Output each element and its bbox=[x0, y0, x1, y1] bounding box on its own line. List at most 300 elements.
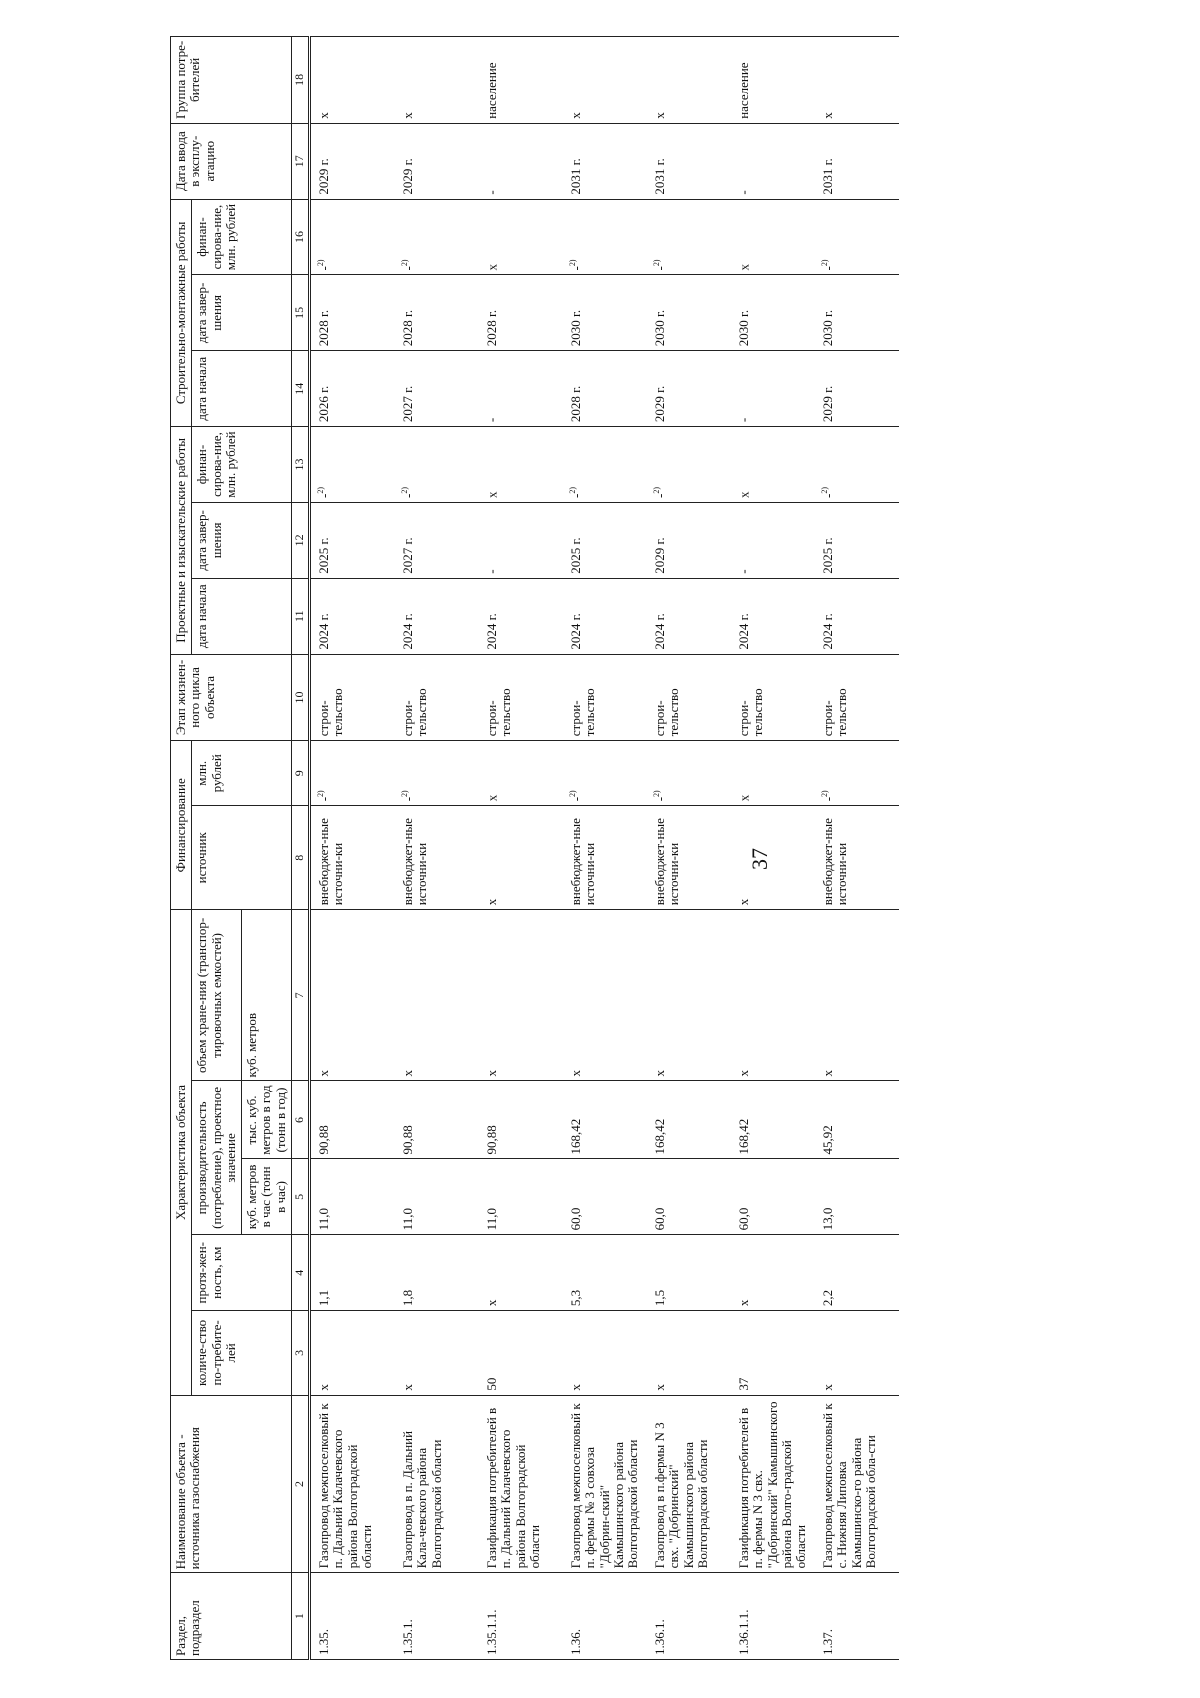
table-cell-c6 bbox=[479, 1081, 563, 1159]
gas-objects-table bbox=[170, 36, 899, 1660]
cell-text: - bbox=[316, 796, 332, 802]
cell-text: 2024 г. bbox=[652, 613, 668, 650]
col-num: 9 bbox=[292, 741, 310, 806]
table-cell-c8 bbox=[731, 806, 815, 910]
table-cell-c6 bbox=[395, 1081, 479, 1159]
cell-text: 1.35. bbox=[316, 1629, 332, 1655]
cell-text: строи-тельство bbox=[484, 688, 514, 737]
table-cell-c18 bbox=[731, 37, 815, 124]
header-fin-amount: млн. рублей bbox=[192, 741, 292, 806]
table-cell-c1 bbox=[395, 1573, 479, 1660]
table-cell-c14 bbox=[310, 351, 396, 427]
cell-text: 2024 г. bbox=[316, 613, 332, 650]
table-body bbox=[310, 37, 900, 1660]
cell-text: - bbox=[568, 796, 584, 802]
cell-text: 2031 г. bbox=[568, 158, 584, 195]
header-section: Раздел, подраздел bbox=[171, 1573, 292, 1660]
footnote-mark: 2) bbox=[568, 259, 578, 267]
table-cell-c11 bbox=[647, 578, 731, 654]
table-cell-c9 bbox=[310, 741, 396, 806]
cell-text: 1,5 bbox=[652, 1289, 668, 1307]
table-cell-c12 bbox=[395, 502, 479, 578]
table-cell-c13 bbox=[310, 427, 396, 503]
table-row bbox=[815, 37, 899, 1660]
cell-text: - bbox=[316, 266, 332, 271]
header-consumer-group: Группа потре-бителей bbox=[171, 37, 292, 124]
footnote-mark: 2) bbox=[820, 486, 830, 494]
table-cell-c2 bbox=[479, 1395, 563, 1573]
table-cell-c14 bbox=[647, 351, 731, 427]
table-row bbox=[479, 37, 563, 1660]
header-storage-unit: куб. метров bbox=[242, 910, 292, 1081]
table-cell-c11 bbox=[815, 578, 899, 654]
cell-text: 2025 г. bbox=[820, 537, 836, 574]
cell-text: 1.35.1. bbox=[400, 1619, 416, 1655]
table-cell-c3 bbox=[310, 1311, 396, 1396]
cell-text: строи-тельство bbox=[316, 688, 346, 737]
table-cell-c17 bbox=[310, 123, 396, 199]
cell-text: - bbox=[484, 190, 500, 195]
col-num: 8 bbox=[292, 806, 310, 910]
cell-text: х bbox=[484, 1070, 500, 1077]
table-cell-c13 bbox=[395, 427, 479, 503]
header-capacity-hourly: куб. метров в час (тонн в час) bbox=[242, 1159, 292, 1235]
cell-text: - bbox=[484, 569, 500, 574]
cell-text: население bbox=[736, 62, 752, 119]
table-cell-c13 bbox=[731, 427, 815, 503]
table-cell-c3 bbox=[647, 1311, 731, 1396]
table-cell-c11 bbox=[395, 578, 479, 654]
cell-text: строи-тельство bbox=[568, 688, 598, 737]
cell-text: - bbox=[652, 266, 668, 271]
cell-text: Газификация потребителей в п. Дальний Калачевского района Волгоградской области bbox=[484, 1407, 542, 1569]
col-num: 13 bbox=[292, 427, 310, 503]
cell-text: 45,92 bbox=[820, 1125, 836, 1155]
table-cell-c4 bbox=[647, 1235, 731, 1311]
footnote-mark: 2) bbox=[652, 790, 662, 797]
header-pir-financing: финан-сирова-ние, млн. рублей bbox=[192, 427, 292, 503]
cell-text: 60,0 bbox=[568, 1207, 584, 1231]
table-cell-c6 bbox=[731, 1081, 815, 1159]
table-cell-c9 bbox=[815, 741, 899, 806]
cell-text: Газопровод межпоселковый к с. Нижняя Липовка Камышинско-го района Волгоградской обла-сти bbox=[820, 1403, 878, 1569]
table-cell-c18 bbox=[310, 37, 396, 124]
table-cell-c4 bbox=[731, 1235, 815, 1311]
table-cell-c13 bbox=[647, 427, 731, 503]
table-cell-c15 bbox=[310, 275, 396, 351]
table-cell-c15 bbox=[563, 275, 647, 351]
table-cell-c10 bbox=[395, 654, 479, 741]
cell-text: строи-тельство bbox=[736, 688, 766, 737]
cell-text: 11,0 bbox=[484, 1208, 500, 1231]
table-cell-c8 bbox=[310, 806, 396, 910]
table-cell-c10 bbox=[479, 654, 563, 741]
cell-text: х bbox=[736, 898, 752, 906]
cell-text: х bbox=[400, 1384, 416, 1391]
table-cell-c12 bbox=[647, 502, 731, 578]
cell-text: 2028 г. bbox=[316, 309, 332, 347]
cell-text: х bbox=[316, 112, 332, 119]
cell-text: внебюджет-ные источни-ки bbox=[652, 818, 682, 906]
header-object-name: Наименование объекта - источника газоснабжения bbox=[171, 1395, 292, 1573]
cell-text: 2,2 bbox=[820, 1289, 836, 1307]
cell-text: Газификация потребителей в п. фермы N 3 свх. "Добринский" Камышинского района Волго-градской области bbox=[736, 1401, 809, 1569]
cell-text: внебюджет-ные источни-ки bbox=[820, 818, 850, 906]
page-number: 37 bbox=[747, 848, 772, 870]
cell-text: х bbox=[652, 112, 668, 119]
table-cell-c11 bbox=[310, 578, 396, 654]
table-cell-c4 bbox=[815, 1235, 899, 1311]
cell-text: х bbox=[484, 794, 500, 802]
table-cell-c5 bbox=[479, 1159, 563, 1235]
table-cell-c9 bbox=[647, 741, 731, 806]
table-cell-c17 bbox=[815, 123, 899, 199]
cell-text: 2028 г. bbox=[400, 309, 416, 347]
table-cell-c1 bbox=[479, 1573, 563, 1660]
table-cell-c8 bbox=[815, 806, 899, 910]
header-commissioning-date: Дата ввода в эксплу-атацию bbox=[171, 123, 292, 199]
cell-text: 2028 г. bbox=[568, 385, 584, 423]
header-smr-start: дата начала bbox=[192, 351, 292, 427]
table-cell-c2 bbox=[395, 1395, 479, 1573]
table-cell-c16 bbox=[731, 199, 815, 275]
table-cell-c7 bbox=[395, 910, 479, 1081]
cell-text: Газопровод межпоселковый к п. Дальний Калачевского района Волгоградской области bbox=[316, 1403, 374, 1569]
table-cell-c3 bbox=[563, 1311, 647, 1396]
table-cell-c7 bbox=[731, 910, 815, 1081]
cell-text: - bbox=[820, 266, 836, 271]
cell-text: Газопровод в п. Дальний Кала-чевского района Волгоградской области bbox=[400, 1430, 444, 1569]
header-design-survey: Проектные и изыскательские работы bbox=[171, 427, 192, 654]
cell-text: 2028 г. bbox=[484, 309, 500, 347]
cell-text: 13,0 bbox=[820, 1207, 836, 1231]
cell-text: - bbox=[316, 493, 332, 498]
table-cell-c2 bbox=[731, 1395, 815, 1573]
cell-text: строи-тельство bbox=[400, 688, 430, 737]
table-cell-c13 bbox=[563, 427, 647, 503]
rotated-table-container bbox=[170, 36, 1020, 1660]
table-row bbox=[310, 37, 396, 1660]
footnote-mark: 2) bbox=[316, 486, 326, 494]
cell-text: х bbox=[736, 794, 752, 802]
header-financing: Финансирование bbox=[171, 741, 192, 910]
table-cell-c7 bbox=[479, 910, 563, 1081]
col-num: 3 bbox=[292, 1311, 310, 1396]
table-cell-c5 bbox=[731, 1159, 815, 1235]
cell-text: 90,88 bbox=[400, 1125, 416, 1155]
table-cell-c9 bbox=[563, 741, 647, 806]
table-row bbox=[395, 37, 479, 1660]
header-smr-financing: финан-сирова-ние, млн. рублей bbox=[192, 199, 292, 275]
footnote-mark: 2) bbox=[400, 259, 410, 267]
table-cell-c16 bbox=[563, 199, 647, 275]
cell-text: - bbox=[652, 796, 668, 802]
cell-text: 168,42 bbox=[652, 1118, 668, 1155]
table-cell-c10 bbox=[815, 654, 899, 741]
cell-text: - bbox=[736, 190, 752, 195]
cell-text: х bbox=[652, 1384, 668, 1391]
table-cell-c5 bbox=[310, 1159, 396, 1235]
table-cell-c11 bbox=[563, 578, 647, 654]
cell-text: х bbox=[316, 1384, 332, 1391]
cell-text: х bbox=[652, 1070, 668, 1077]
cell-text: 60,0 bbox=[736, 1207, 752, 1231]
table-cell-c6 bbox=[310, 1081, 396, 1159]
cell-text: х bbox=[736, 263, 752, 271]
cell-text: 2029 г. bbox=[652, 385, 668, 423]
cell-text: х bbox=[736, 1070, 752, 1077]
cell-text: население bbox=[484, 62, 500, 119]
cell-text: - bbox=[400, 266, 416, 271]
cell-text: 2029 г. bbox=[820, 385, 836, 423]
table-cell-c12 bbox=[815, 502, 899, 578]
table-cell-c5 bbox=[395, 1159, 479, 1235]
table-cell-c17 bbox=[395, 123, 479, 199]
col-num: 18 bbox=[292, 37, 310, 124]
cell-text: х bbox=[568, 1070, 584, 1077]
table-cell-c10 bbox=[310, 654, 396, 741]
cell-text: - bbox=[652, 493, 668, 498]
column-number-row bbox=[292, 37, 310, 1660]
table-cell-c7 bbox=[815, 910, 899, 1081]
col-num: 15 bbox=[292, 275, 310, 351]
cell-text: х bbox=[484, 1299, 500, 1307]
col-num: 10 bbox=[292, 654, 310, 741]
table-cell-c9 bbox=[479, 741, 563, 806]
cell-text: строи-тельство bbox=[820, 688, 850, 737]
cell-text: 60,0 bbox=[652, 1207, 668, 1231]
col-num: 16 bbox=[292, 199, 310, 275]
table-cell-c16 bbox=[815, 199, 899, 275]
table-cell-c11 bbox=[479, 578, 563, 654]
col-num: 2 bbox=[292, 1395, 310, 1573]
table-cell-c8 bbox=[395, 806, 479, 910]
cell-text: 2031 г. bbox=[820, 158, 836, 195]
cell-text: 1.37. bbox=[820, 1629, 836, 1655]
table-cell-c16 bbox=[647, 199, 731, 275]
cell-text: Газопровод межпоселковый к п. фермы № 3 совхоза "Добрин-ский" Камышинского района Волгоградской области bbox=[568, 1403, 641, 1569]
cell-text: 37 bbox=[736, 1377, 752, 1391]
table-cell-c1 bbox=[310, 1573, 396, 1660]
cell-text: х bbox=[736, 1299, 752, 1307]
table-cell-c16 bbox=[310, 199, 396, 275]
table-cell-c12 bbox=[479, 502, 563, 578]
table-cell-c10 bbox=[647, 654, 731, 741]
cell-text: х bbox=[736, 491, 752, 498]
table-cell-c13 bbox=[479, 427, 563, 503]
table-cell-c7 bbox=[563, 910, 647, 1081]
cell-text: 5,3 bbox=[568, 1289, 584, 1307]
header-length: протя-жен-ность, км bbox=[192, 1235, 292, 1311]
table-cell-c17 bbox=[731, 123, 815, 199]
cell-text: 2030 г. bbox=[568, 309, 584, 347]
table-cell-c8 bbox=[563, 806, 647, 910]
table-cell-c14 bbox=[731, 351, 815, 427]
table-cell-c12 bbox=[310, 502, 396, 578]
cell-text: х bbox=[400, 1070, 416, 1077]
table-cell-c12 bbox=[563, 502, 647, 578]
cell-text: 2024 г. bbox=[400, 613, 416, 650]
cell-text: внебюджет-ные источни-ки bbox=[400, 818, 430, 906]
cell-text: х bbox=[820, 1070, 836, 1077]
cell-text: - bbox=[568, 266, 584, 271]
cell-text: Газопровод в п.фермы N 3 свх. "Добринский" Камышинского района Волгоградской области bbox=[652, 1422, 710, 1569]
cell-text: внебюджет-ные источни-ки bbox=[316, 818, 346, 906]
table-cell-c1 bbox=[731, 1573, 815, 1660]
cell-text: 2025 г. bbox=[568, 537, 584, 574]
header-object-characteristics: Характеристика объекта bbox=[171, 910, 192, 1395]
table-cell-c15 bbox=[815, 275, 899, 351]
header-pir-start: дата начала bbox=[192, 578, 292, 654]
table-cell-c1 bbox=[815, 1573, 899, 1660]
table-cell-c3 bbox=[815, 1311, 899, 1396]
table-cell-c18 bbox=[815, 37, 899, 124]
table-cell-c10 bbox=[563, 654, 647, 741]
cell-text: - bbox=[568, 493, 584, 498]
table-cell-c2 bbox=[647, 1395, 731, 1573]
cell-text: 1,8 bbox=[400, 1289, 416, 1307]
table-cell-c18 bbox=[647, 37, 731, 124]
cell-text: 2024 г. bbox=[736, 613, 752, 650]
table-cell-c11 bbox=[731, 578, 815, 654]
table-cell-c16 bbox=[479, 199, 563, 275]
table-cell-c3 bbox=[395, 1311, 479, 1396]
cell-text: 2030 г. bbox=[736, 309, 752, 347]
cell-text: 2026 г. bbox=[316, 385, 332, 423]
col-num: 14 bbox=[292, 351, 310, 427]
cell-text: 168,42 bbox=[736, 1118, 752, 1155]
cell-text: х bbox=[820, 112, 836, 119]
footnote-mark: 2) bbox=[400, 486, 410, 494]
cell-text: 90,88 bbox=[484, 1125, 500, 1155]
table-cell-c17 bbox=[563, 123, 647, 199]
table-cell-c5 bbox=[647, 1159, 731, 1235]
table-cell-c4 bbox=[479, 1235, 563, 1311]
cell-text: х bbox=[568, 112, 584, 119]
cell-text: 1,1 bbox=[316, 1289, 332, 1307]
table-cell-c6 bbox=[815, 1081, 899, 1159]
col-num: 7 bbox=[292, 910, 310, 1081]
table-cell-c17 bbox=[479, 123, 563, 199]
table-cell-c9 bbox=[731, 741, 815, 806]
cell-text: 2030 г. bbox=[820, 309, 836, 347]
footnote-mark: 2) bbox=[316, 790, 326, 797]
footnote-mark: 2) bbox=[652, 486, 662, 494]
cell-text: - bbox=[484, 417, 500, 423]
table-cell-c16 bbox=[395, 199, 479, 275]
table-cell-c15 bbox=[731, 275, 815, 351]
table-cell-c7 bbox=[647, 910, 731, 1081]
table-cell-c2 bbox=[815, 1395, 899, 1573]
cell-text: 2031 г. bbox=[652, 158, 668, 195]
footnote-mark: 2) bbox=[820, 790, 830, 797]
header-fin-source: источник bbox=[192, 806, 292, 910]
table-cell-c6 bbox=[647, 1081, 731, 1159]
footnote-mark: 2) bbox=[820, 259, 830, 267]
cell-text: - bbox=[400, 796, 416, 802]
header-construction: Строительно-монтажные работы bbox=[171, 199, 192, 427]
table-cell-c15 bbox=[395, 275, 479, 351]
table-cell-c15 bbox=[647, 275, 731, 351]
cell-text: 2029 г. bbox=[400, 158, 416, 195]
table-cell-c5 bbox=[563, 1159, 647, 1235]
cell-text: 11,0 bbox=[316, 1208, 332, 1231]
col-num: 17 bbox=[292, 123, 310, 199]
table-cell-c14 bbox=[815, 351, 899, 427]
cell-text: 168,42 bbox=[568, 1118, 584, 1155]
table-cell-c14 bbox=[563, 351, 647, 427]
cell-text: 2027 г. bbox=[400, 385, 416, 423]
col-num: 1 bbox=[292, 1573, 310, 1660]
header-consumer-count: количе-ство по-требите-лей bbox=[192, 1311, 292, 1396]
cell-text: х bbox=[568, 1384, 584, 1391]
col-num: 12 bbox=[292, 502, 310, 578]
table-cell-c18 bbox=[479, 37, 563, 124]
table-cell-c12 bbox=[731, 502, 815, 578]
cell-text: строи-тельство bbox=[652, 688, 682, 737]
cell-text: х bbox=[484, 898, 500, 906]
cell-text: х bbox=[484, 263, 500, 271]
cell-text: 50 bbox=[484, 1377, 500, 1391]
table-cell-c4 bbox=[395, 1235, 479, 1311]
table-cell-c3 bbox=[731, 1311, 815, 1396]
cell-text: 1.35.1.1. bbox=[484, 1609, 500, 1655]
table-row bbox=[563, 37, 647, 1660]
footnote-mark: 2) bbox=[568, 486, 578, 494]
table-cell-c14 bbox=[395, 351, 479, 427]
col-num: 5 bbox=[292, 1159, 310, 1235]
header-capacity-annual: тыс. куб. метров в год (тонн в год) bbox=[242, 1081, 292, 1159]
table-cell-c10 bbox=[731, 654, 815, 741]
header-capacity: производительность (потребление), проектное значение bbox=[192, 1081, 242, 1235]
footnote-mark: 2) bbox=[316, 259, 326, 267]
cell-text: внебюджет-ные источни-ки bbox=[568, 818, 598, 906]
header-storage-volume: объем хране-ния (транспор-тировочных емкостей) bbox=[192, 910, 242, 1081]
table-cell-c14 bbox=[479, 351, 563, 427]
footnote-mark: 2) bbox=[568, 790, 578, 797]
cell-text: 2024 г. bbox=[568, 613, 584, 650]
table-cell-c1 bbox=[563, 1573, 647, 1660]
table-row bbox=[731, 37, 815, 1660]
table-cell-c1 bbox=[647, 1573, 731, 1660]
cell-text: 2024 г. bbox=[820, 613, 836, 650]
table-cell-c17 bbox=[647, 123, 731, 199]
cell-text: 1.36. bbox=[568, 1629, 584, 1655]
table-cell-c5 bbox=[815, 1159, 899, 1235]
cell-text: 2024 г. bbox=[484, 613, 500, 650]
table-cell-c8 bbox=[479, 806, 563, 910]
cell-text: 90,88 bbox=[316, 1125, 332, 1155]
cell-text: 2029 г. bbox=[316, 158, 332, 195]
table-cell-c2 bbox=[563, 1395, 647, 1573]
cell-text: х bbox=[484, 491, 500, 498]
table-row bbox=[647, 37, 731, 1660]
table-cell-c3 bbox=[479, 1311, 563, 1396]
cell-text: - bbox=[400, 493, 416, 498]
table-cell-c8 bbox=[647, 806, 731, 910]
header-smr-end: дата завер-шения bbox=[192, 275, 292, 351]
table-cell-c6 bbox=[563, 1081, 647, 1159]
cell-text: - bbox=[820, 493, 836, 498]
header-pir-end: дата завер-шения bbox=[192, 502, 292, 578]
cell-text: 2025 г. bbox=[316, 537, 332, 574]
table-cell-c7 bbox=[310, 910, 396, 1081]
cell-text: 11,0 bbox=[400, 1208, 416, 1231]
table-cell-c4 bbox=[563, 1235, 647, 1311]
cell-text: х bbox=[820, 1384, 836, 1391]
footnote-mark: 2) bbox=[652, 259, 662, 267]
table-cell-c9 bbox=[395, 741, 479, 806]
